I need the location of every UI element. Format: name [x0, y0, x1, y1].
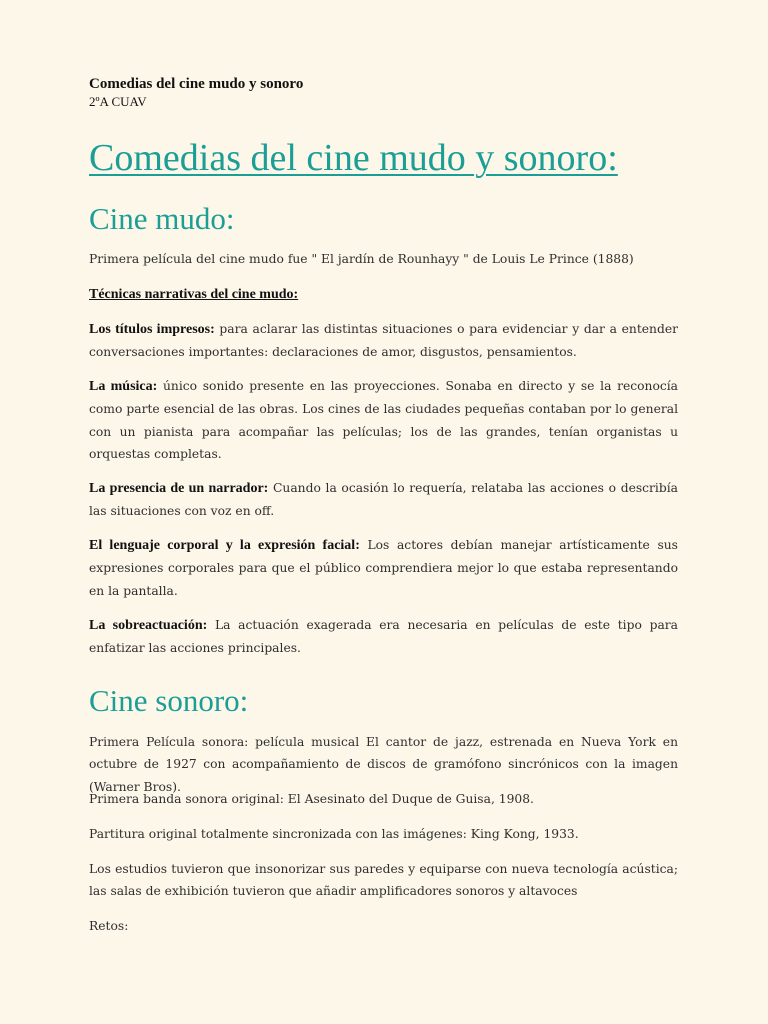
tecnica-term: La presencia de un narrador: — [89, 481, 269, 496]
tecnica-text: La actuación exagerada era necesaria en películas de este tipo para enfatizar las acciones principales. — [89, 618, 678, 656]
cine-sonoro-paragraph: Los estudios tuvieron que insonorizar sus paredes y equiparse con nueva tecnología acústica; las salas de exhibición tuvieron que añadir amplificadores sonoros y altavoces — [89, 862, 678, 899]
tecnica-term: El lenguaje corporal y la expresión facial: — [89, 538, 360, 553]
tecnica-item — [89, 477, 678, 523]
tecnica-term: La música: — [89, 379, 158, 394]
tecnica-item — [89, 318, 678, 364]
section-heading-cine-sonoro: Cine sonoro: — [89, 683, 249, 718]
tecnica-term: Los títulos impresos: — [89, 322, 215, 337]
tecnica-text: Los actores debían manejar artísticamente sus expresiones corporales para que el público comprendiera mejor lo que estaba representando en la pantalla. — [89, 538, 678, 598]
tecnica-item — [89, 614, 678, 660]
cine-sonoro-paragraph: Retos: — [89, 919, 129, 933]
document-header — [89, 76, 303, 110]
cine-sonoro-paragraph: Primera Película sonora: película musical El cantor de jazz, estrenada en Nueva York en octubre de 1927 con acompañamiento de discos de gramófono sincrónicos con la imagen (Warner Bros). — [89, 735, 678, 794]
tecnica-text: para aclarar las distintas situaciones o para evidenciar y dar a entender conversaciones importantes: declaraciones de amor, disgustos, pensamientos. — [89, 322, 678, 360]
tecnica-text: único sonido presente en las proyecciones. Sonaba en directo y se la reconocía como parte esencial de las obras. Los cines de las ciudades pequeñas contaban por lo general con un pianista para acompañar las películas; los de las grandes, tenían organistas u orquestas completas. — [89, 379, 679, 461]
tecnica-item — [89, 375, 678, 465]
tecnicas-heading-paragraph — [89, 283, 678, 306]
cine-mudo-intro: Primera película del cine mudo fue " El jardín de Rounhayy " de Louis Le Prince (1888) — [89, 252, 634, 266]
cine-sonoro-paragraph: Partitura original totalmente sincronizada con las imágenes: King Kong, 1933. — [89, 827, 579, 841]
cine-sonoro-paragraph: Primera banda sonora original: El Asesinato del Duque de Guisa, 1908. — [89, 792, 534, 806]
tecnicas-heading: Técnicas narrativas del cine mudo: — [89, 287, 299, 302]
header-subtitle: 2ºA CUAV — [89, 94, 147, 109]
tecnica-term: La sobreactuación: — [89, 618, 208, 633]
section-heading-cine-mudo: Cine mudo: — [89, 201, 235, 236]
header-title: Comedias del cine mudo y sonoro — [89, 76, 304, 92]
page-title: Comedias del cine mudo y sonoro: — [89, 137, 618, 179]
tecnica-text: Cuando la ocasión lo requería, relataba las acciones o describía las situaciones con voz en off. — [89, 481, 678, 519]
tecnica-item — [89, 534, 678, 602]
